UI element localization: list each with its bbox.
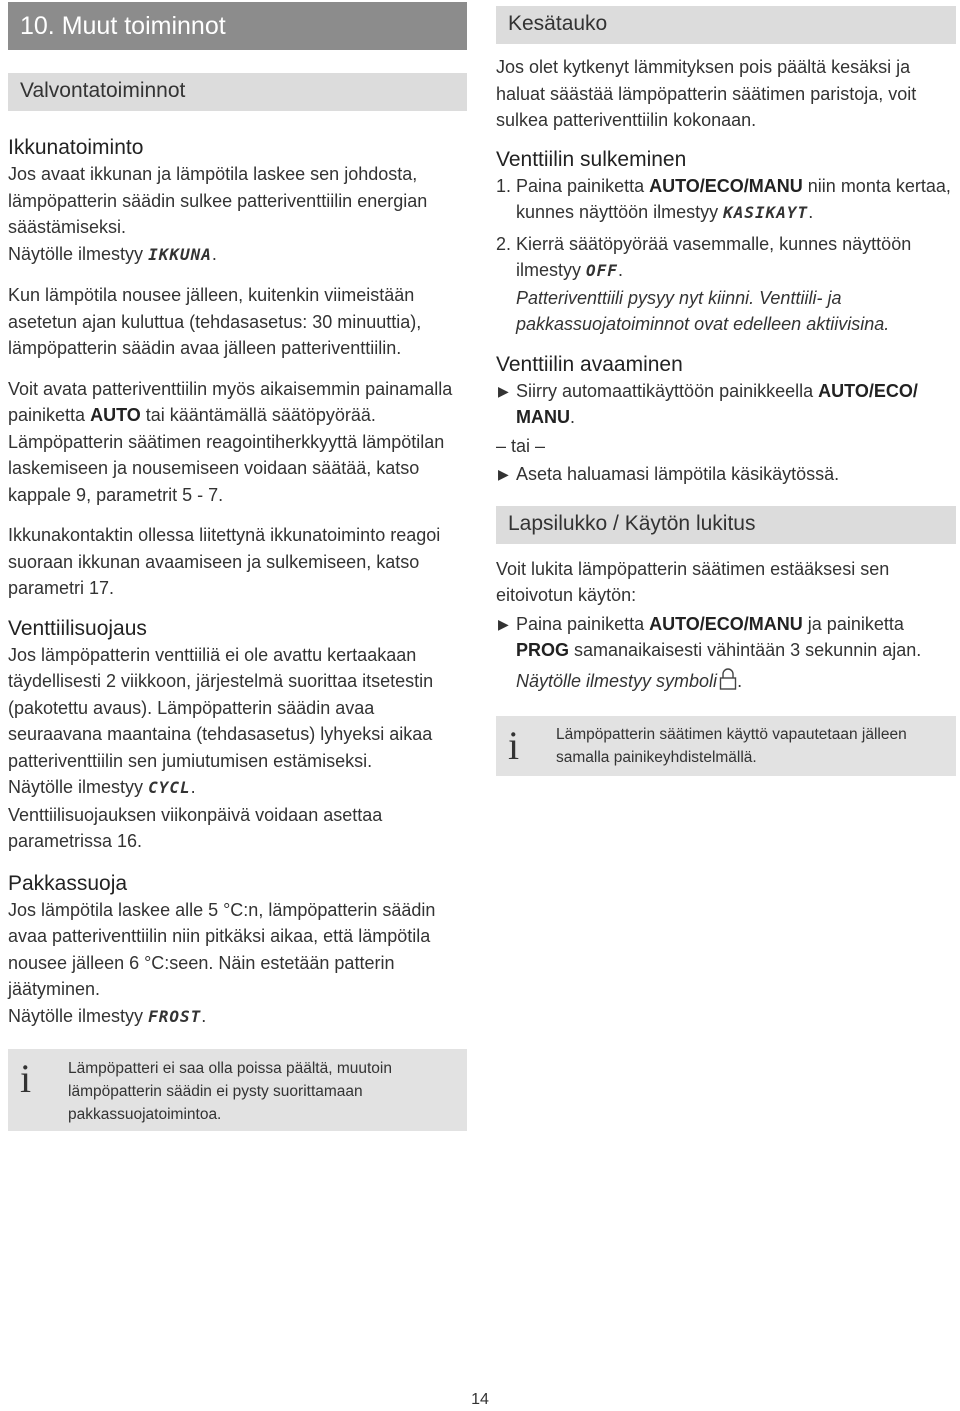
left-column [8, 0, 467, 1131]
info-box-pakkassuoja [8, 1049, 467, 1131]
info-icon: i [20, 1056, 32, 1101]
section-title-lapsilukko: Lapsilukko / Käytön lukitus [496, 506, 956, 544]
chapter-title: 10. Muut toiminnot [8, 2, 467, 50]
sulkeminen-step-1: 1. Paina painiketta AUTO/ECO/MANU niin monta kertaa, kunnes näyttöön ilmestyy KASIKAYT. [496, 175, 951, 222]
heading-venttiilin-avaaminen: Venttiilin avaaminen [496, 352, 683, 376]
section-title-kesatauko: Kesätauko [496, 6, 956, 44]
ikkuna-paragraph-3: Voit avata patteriventtiilin myös aikaisemmin painamalla painiketta AUTO tai kääntämällä säätöpyörää. Lämpöpatterin säätimen reagointiherkkyyttä lämpötilan laskemiseen ja nousemiseen voidaan säätää, katso kappale 9, parametrit 5 - 7. [8, 378, 453, 505]
arrow-right-icon: ▶ [498, 466, 509, 482]
arrow-right-icon: ▶ [498, 615, 509, 632]
sulkeminen-step-2: 2. Kierrä säätöpyörää vasemmalle, kunnes näyttöön ilmestyy OFF. [496, 233, 912, 280]
info-box-lapsilukko [496, 716, 956, 776]
avaaminen-bullet-2: ▶ Aseta haluamasi lämpötila käsikäytössä. [496, 461, 956, 488]
lcd-display-ikkuna: IKKUNA [148, 244, 212, 264]
avaaminen-bullet-1: ▶ Siirry automaattikäyttöön painikkeella AUTO/ECO/ MANU. [496, 378, 956, 431]
ikkuna-paragraph-4: Ikkunakontaktin ollessa liitettynä ikkunatoiminto reagoi suoraan ikkunan avaamiseen ja sulkemiseen, katso parametri 17. [8, 525, 441, 598]
lapsilukko-bullet: ▶ Paina painiketta AUTO/ECO/MANU ja painiketta PROG samanaikaisesti vähintään 3 sekunnin ajan. [496, 611, 956, 664]
prog-key-label: PROG [516, 640, 570, 660]
heading-venttiilin-sulkeminen: Venttiilin sulkeminen [496, 147, 687, 171]
kesatauko-intro: Jos olet kytkenyt lämmityksen pois päältä kesäksi ja haluat säästää lämpöpatterin säätimen paristoja, voit sulkea patteriventtiilin kokonaan. [496, 57, 917, 130]
heading-pakkassuoja: Pakkassuoja [8, 871, 128, 895]
info-text-pakkassuoja: Lämpöpatteri ei saa olla poissa päältä, muutoin lämpöpatterin säädin ei pysty suorittamaan pakkassuojatoimintoa. [68, 1060, 392, 1123]
info-text-lapsilukko: Lämpöpatterin säätimen käyttö vapautetaan jälleen samalla painikeyhdistelmällä. [556, 726, 907, 766]
sulkeminen-note: Patteriventtiili pysyy nyt kiinni. Venttiili- ja pakkassuojatoiminnot ovat edelleen aktiivisina. [516, 287, 890, 334]
padlock-icon [719, 668, 737, 690]
heading-ikkunatoiminto: Ikkunatoiminto [8, 136, 144, 159]
auto-eco-manu-key-label-3: AUTO/ECO/MANU [649, 613, 803, 634]
pakkassuoja-paragraph: Jos lämpötila laskee alle 5 °C:n, lämpöpatterin säädin avaa patteriventtiilin niin pitkäksi aikaa, että lämpötila nousee jälleen 6 °C:seen. Näin estetään patterin jäätyminen. Näytölle ilmestyy FROST. [8, 899, 436, 1026]
section-title-valvonta: Valvontatoiminnot [8, 73, 467, 111]
heading-venttiilisuojaus: Venttiilisuojaus [8, 616, 147, 640]
venttiilisuojaus-paragraph: Jos lämpöpatterin venttiiliä ei ole avattu kertaakaan täydellisesti 2 viikkoon, järjestelmä suorittaa itsetestin (pakotettu avaus). Lämpöpatterin säädin avaa seuraavana maantaina (tehdasasetus) lyhyeksi aikaa patteriventtiilin sen jumiutumisen estämiseksi. Näytölle ilmestyy CYCL. Venttiilisuojauksen viikonpäivä voidaan asettaa parametrissa 16. [8, 644, 434, 851]
page-number: 14 [471, 1391, 489, 1408]
auto-key-label: AUTO [90, 405, 141, 425]
ikkuna-paragraph-1: Jos avaat ikkunan ja lämpötila laskee sen johdosta, lämpöpatterin säädin sulkee patteriventtiilin energian säästämiseksi. Näytölle ilmestyy IKKUNA. [8, 164, 428, 264]
info-icon: i [508, 723, 520, 768]
auto-eco-manu-key-label-2: AUTO/ECO/ MANU [516, 380, 918, 427]
auto-eco-manu-key-label: AUTO/ECO/MANU [649, 175, 803, 196]
ikkuna-paragraph-2: Kun lämpötila nousee jälleen, kuitenkin viimeistään asetetun ajan kuluttua (tehdasasetus: 30 minuuttia), lämpöpatterin säädin avaa jälleen patteriventtiilin. [8, 285, 422, 358]
lcd-display-off: OFF [586, 261, 618, 280]
lapsilukko-note: Näytölle ilmestyy symboli . [496, 668, 956, 695]
lapsilukko-intro: Voit lukita lämpöpatterin säätimen estääksesi sen eitoivotun käytön: [496, 558, 890, 605]
arrow-right-icon: ▶ [498, 382, 509, 399]
lcd-display-kasikayt: KASIKAYT [723, 203, 809, 222]
lcd-display-cycl: CYCL [148, 778, 191, 797]
right-column [496, 0, 956, 776]
avaaminen-or: – tai – [496, 435, 546, 456]
lcd-display-frost: FROST [148, 1006, 202, 1026]
